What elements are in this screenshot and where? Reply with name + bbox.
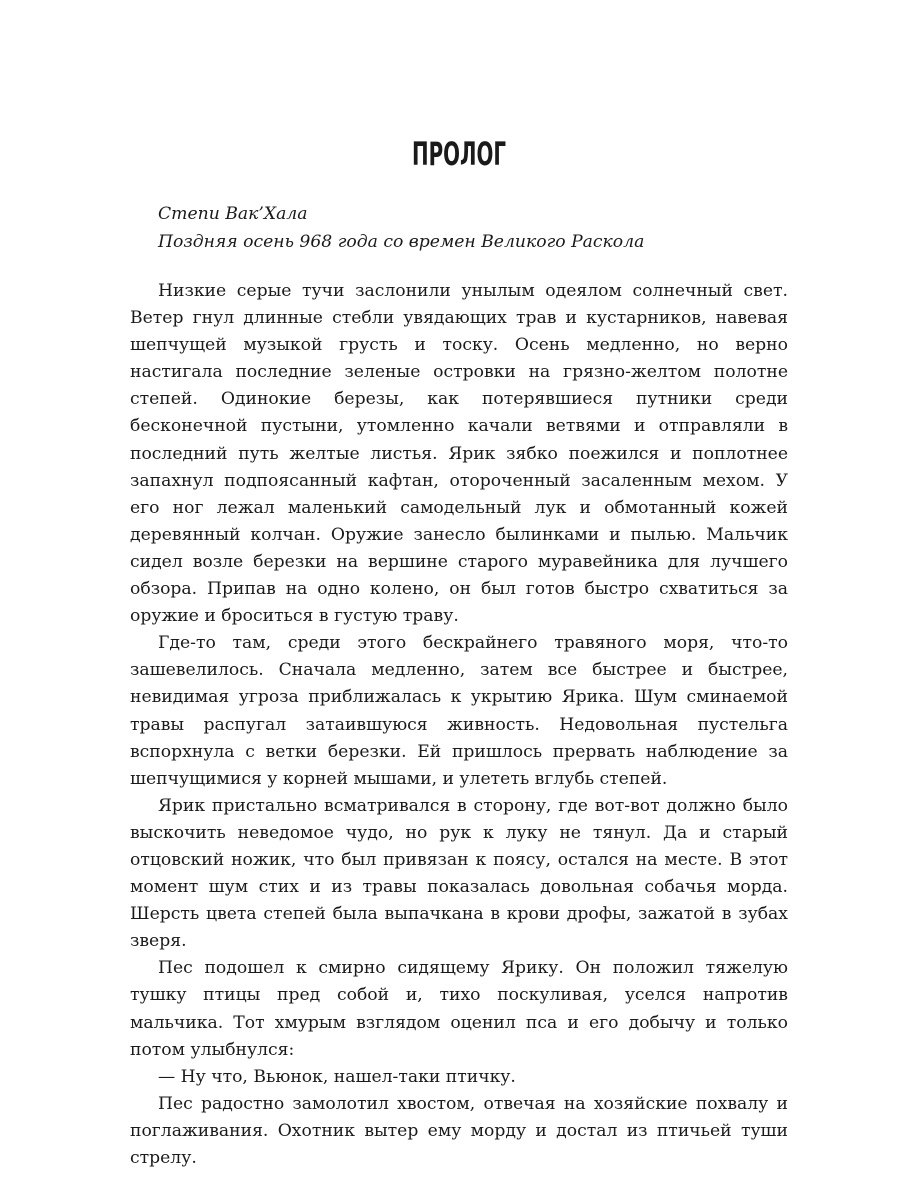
paragraph: Где-то там, среди этого бескрайнего травяного моря, что-то зашевелилось. Сначала медленно, затем все быстрее и быстрее, невидимая угроза приближалась к укрытию Ярика. Шум сминаемой травы распугал затаившуюся живность. Недовольная пустельга вспорхнула с ветки березки. Ей пришлось прервать наблюдение за шепчущимися у корней мышами, и улететь вглубь степей. (130, 633, 788, 789)
chapter-title: ПРОЛОГ (411, 135, 506, 173)
epigraph (158, 200, 644, 256)
chapter-text (130, 278, 788, 1172)
epigraph-place: Степи Вак’Хала (158, 204, 308, 224)
paragraph: Ярик пристально всматривался в сторону, где вот-вот должно было выскочить неведомое чудо, но рук к луку не тянул. Да и старый отцовский ножик, что был привязан к поясу, остался на месте. В этот момент шум стих и из травы показалась довольная собачья морда. Шерсть цвета степей была выпачкана в крови дрофы, зажатой в зубах зверя. (130, 795, 788, 952)
paragraph: Пес радостно замолотил хвостом, отвечая на хозяйские похвалу и поглаживания. Охотник вытер ему морду и достал из птичьей туши стрелу. (130, 1093, 788, 1168)
paragraph: Низкие серые тучи заслонили унылым одеялом солнечный свет. Ветер гнул длинные стебли увядающих трав и кустарников, навевая шепчущей музыкой грусть и тоску. Осень медленно, но верно настигала последние зеленые островки на грязно-желтом полотне степей. Одинокие березы, как потерявшиеся путники среди бесконечной пустыни, утомленно качали ветвями и отправляли в последний путь желтые листья. Ярик зябко поежился и поплотнее запахнул подпоясанный кафтан, отороченный засаленным мехом. У его ног лежал маленький самодельный лук и обмотанный кожей деревянный колчан. Оружие занесло былинками и пылью. Мальчик сидел возле березки на вершине старого муравейника для лучшего обзора. Припав на одно колено, он был готов быстро схватиться за оружие и броситься в густую траву. (130, 281, 788, 627)
dialogue-line: — Ну что, Вьюнок, нашел-таки птичку. (158, 1066, 516, 1087)
paragraph: Пес подошел к смирно сидящему Ярику. Он положил тяжелую тушку птицы пред собой и, тихо поскуливая, уселся напротив мальчика. Тот хмурым взглядом оценил пса и его добычу и только потом улыбнулся: (130, 958, 788, 1060)
epigraph-time: Поздняя осень 968 года со времен Великого Раскола (158, 232, 645, 252)
